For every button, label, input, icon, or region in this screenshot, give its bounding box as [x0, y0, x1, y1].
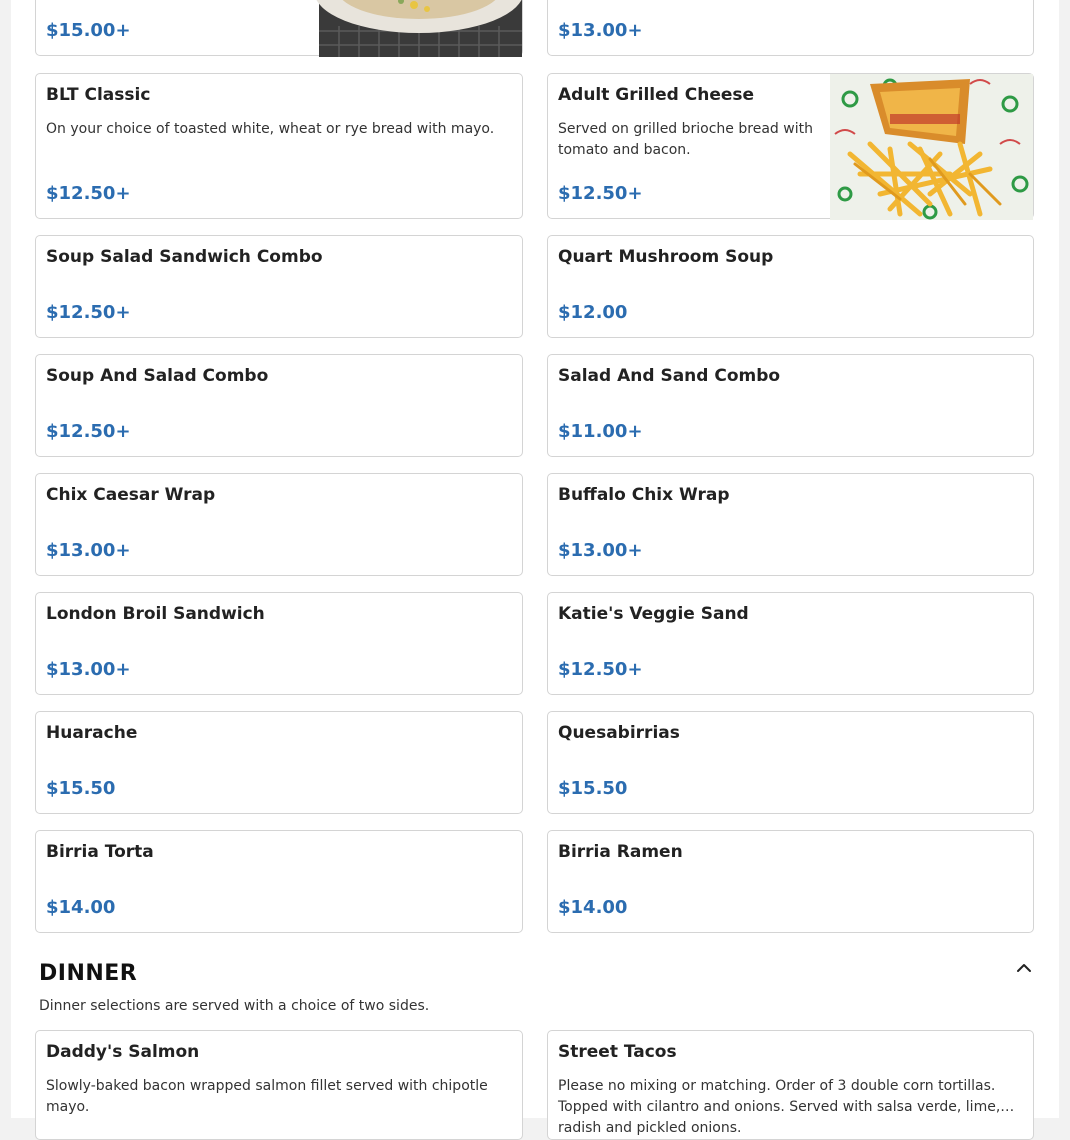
menu-item-card[interactable] — [35, 354, 523, 457]
menu-item-name: Street Tacos — [558, 1042, 677, 1062]
menu-item-price: $12.50+ — [558, 183, 643, 204]
plate-thumbnail — [319, 0, 522, 55]
menu-item-price: $13.00+ — [558, 540, 643, 561]
menu-item-card[interactable] — [547, 711, 1034, 814]
menu-item-price: $13.00+ — [558, 20, 643, 41]
menu-item-card[interactable] — [35, 73, 523, 219]
menu-page — [11, 0, 1059, 1136]
menu-item-card[interactable] — [35, 0, 523, 56]
menu-item-card[interactable] — [35, 592, 523, 695]
menu-item-card[interactable] — [35, 830, 523, 933]
menu-item-name: London Broil Sandwich — [46, 604, 265, 624]
menu-item-description: Served on grilled brioche bread with tomato and bacon. — [558, 121, 813, 158]
menu-item-price: $14.00 — [46, 897, 116, 918]
menu-item-price: $11.00+ — [558, 421, 643, 442]
section-collapse-button[interactable] — [1012, 957, 1036, 979]
menu-item-name: Soup And Salad Combo — [46, 366, 269, 386]
menu-item-price: $13.00+ — [46, 659, 131, 680]
menu-item-price: $12.50+ — [46, 302, 131, 323]
menu-item-name: BLT Classic — [46, 85, 151, 105]
menu-item-card[interactable] — [547, 354, 1034, 457]
menu-item-name: Katie's Veggie Sand — [558, 604, 749, 624]
menu-item-card[interactable] — [547, 0, 1034, 56]
menu-item-name: Daddy's Salmon — [46, 1042, 200, 1062]
menu-item-price: $14.00 — [558, 897, 628, 918]
menu-item-name: Salad And Sand Combo — [558, 366, 781, 386]
menu-item-name: Birria Ramen — [558, 842, 683, 862]
menu-item-price: $13.00+ — [46, 540, 131, 561]
menu-item-card[interactable] — [547, 473, 1034, 576]
menu-item-card[interactable] — [547, 592, 1034, 695]
menu-item-card[interactable] — [547, 1030, 1034, 1140]
menu-item-card[interactable] — [35, 235, 523, 338]
menu-item-price: $15.00+ — [46, 20, 131, 41]
section-subtitle-dinner: Dinner selections are served with a choice of two sides. — [39, 998, 430, 1014]
menu-item-name: Chix Caesar Wrap — [46, 485, 216, 505]
menu-item-price: $12.50+ — [46, 183, 131, 204]
menu-item-price: $15.50 — [46, 778, 116, 799]
section-title-dinner: DINNER — [39, 961, 138, 986]
menu-item-name: Quesabirrias — [558, 723, 680, 743]
chevron-up-icon — [1016, 963, 1032, 973]
menu-item-card[interactable] — [547, 235, 1034, 338]
menu-item-card[interactable] — [547, 73, 1034, 219]
menu-item-description: Please no mixing or matching. Order of 3 double corn tortillas. Topped with cilantro and onions. Served with salsa verde, lime, radish and pickled onions. — [558, 1078, 1001, 1136]
menu-item-price: $15.50 — [558, 778, 628, 799]
menu-item-price: $12.50+ — [46, 421, 131, 442]
menu-item-price: $12.50+ — [558, 659, 643, 680]
menu-item-description: Slowly-baked bacon wrapped salmon fillet served with chipotle mayo. — [46, 1078, 488, 1115]
menu-item-description: On your choice of toasted white, wheat or rye bread with mayo. — [46, 121, 495, 137]
menu-item-name: Buffalo Chix Wrap — [558, 485, 730, 505]
menu-item-name: Birria Torta — [46, 842, 154, 862]
menu-item-name: Huarache — [46, 723, 138, 743]
menu-item-card[interactable] — [35, 711, 523, 814]
menu-item-name: Soup Salad Sandwich Combo — [46, 247, 323, 267]
menu-item-card[interactable] — [547, 830, 1034, 933]
menu-item-card[interactable] — [35, 1030, 523, 1140]
grilled-cheese-fries-photo — [830, 74, 1033, 218]
menu-item-card[interactable] — [35, 473, 523, 576]
menu-item-price: $12.00 — [558, 302, 628, 323]
menu-item-name: Adult Grilled Cheese — [558, 85, 755, 105]
menu-item-name: Quart Mushroom Soup — [558, 247, 774, 267]
